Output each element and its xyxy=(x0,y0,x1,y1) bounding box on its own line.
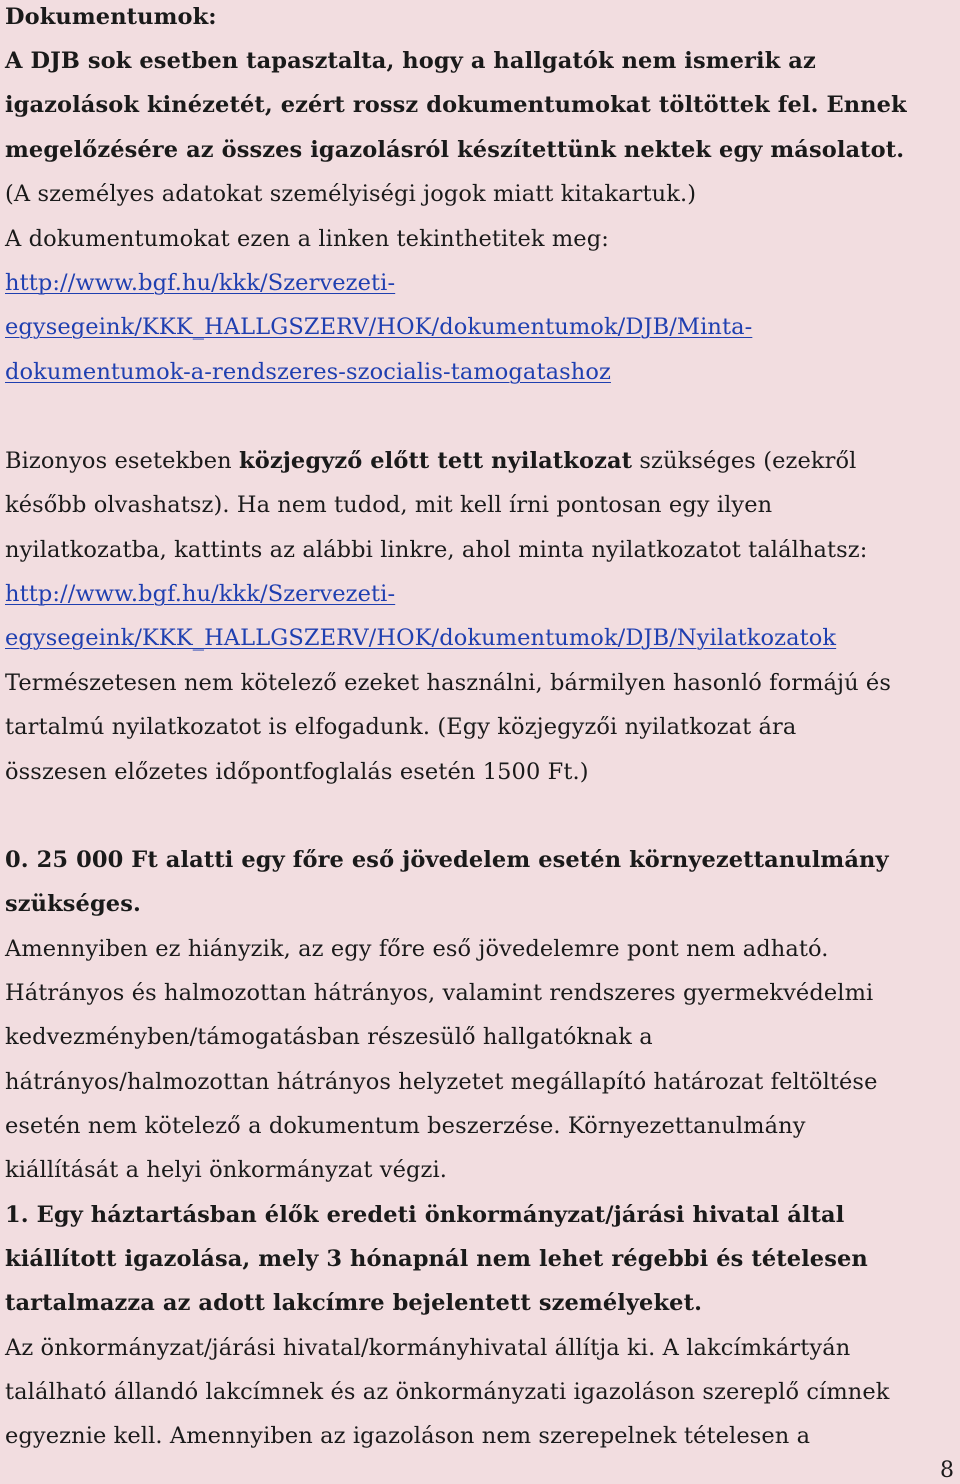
notary-text-bold: közjegyző előtt tett nyilatkozat xyxy=(239,448,633,474)
sample-documents-link[interactable]: dokumentumok-a-rendszeres-szocialis-tamogatashoz xyxy=(5,359,611,385)
section-0-title: 0. 25 000 Ft alatti egy főre eső jövedelem esetén környezettanulmány xyxy=(5,847,889,873)
intro-text-line: igazolások kinézetét, ezért rossz dokumentumokat töltöttek fel. Ennek xyxy=(5,92,907,118)
declarations-link[interactable]: egysegeink/KKK_HALLGSZERV/HOK/dokumentumok/DJB/Nyilatkozatok xyxy=(5,625,837,651)
section-0-title: szükséges. xyxy=(5,891,141,917)
section-0-body-line: hátrányos/halmozottan hátrányos helyzetet megállapító határozat feltöltése xyxy=(5,1069,878,1095)
declaration-info-line: Természetesen nem kötelező ezeket használni, bármilyen hasonló formájú és xyxy=(5,670,891,696)
section-1-body-line: egyeznie kell. Amennyiben az igazoláson nem szerepelnek tételesen a xyxy=(5,1423,811,1449)
section-0-body-line: kedvezményben/támogatásban részesülő hallgatóknak a xyxy=(5,1024,653,1050)
intro-link-lead: A dokumentumokat ezen a linken tekinthetitek meg: xyxy=(5,226,609,252)
section-0-body-line: esetén nem kötelező a dokumentum beszerzése. Környezettanulmány xyxy=(5,1113,806,1139)
section-1-title: tartalmazza az adott lakcímre bejelentett személyeket. xyxy=(5,1290,702,1316)
sample-documents-link[interactable]: http://www.bgf.hu/kkk/Szervezeti- xyxy=(5,270,396,296)
section-1-body-line: Az önkormányzat/járási hivatal/kormányhivatal állítja ki. A lakcímkártyán xyxy=(5,1335,851,1361)
intro-text-line: megelőzésére az összes igazolásról készítettünk nektek egy másolatot. xyxy=(5,137,905,163)
page-number: 8 xyxy=(940,1458,954,1483)
declarations-link[interactable]: http://www.bgf.hu/kkk/Szervezeti- xyxy=(5,581,396,607)
notary-text-post: szükséges (ezekről xyxy=(632,448,857,474)
section-heading: Dokumentumok: xyxy=(5,4,217,30)
section-1-title: 1. Egy háztartásban élők eredeti önkormányzat/járási hivatal által xyxy=(5,1202,845,1228)
section-1-title: kiállított igazolása, mely 3 hónapnál nem lehet régebbi és tételesen xyxy=(5,1246,868,1272)
notary-paragraph-line: nyilatkozatba, kattints az alábbi linkre, ahol minta nyilatkozatot találhatsz: xyxy=(5,537,868,563)
notary-paragraph-line: később olvashatsz). Ha nem tudod, mit kell írni pontosan egy ilyen xyxy=(5,492,773,518)
declaration-info-line: tartalmú nyilatkozatot is elfogadunk. (Egy közjegyzői nyilatkozat ára xyxy=(5,714,797,740)
notary-paragraph-line xyxy=(5,446,856,476)
declaration-info-line: összesen előzetes időpontfoglalás esetén 1500 Ft.) xyxy=(5,759,589,785)
section-0-body-line: kiállítását a helyi önkormányzat végzi. xyxy=(5,1157,447,1183)
intro-text-line: A DJB sok esetben tapasztalta, hogy a hallgatók nem ismerik az xyxy=(5,48,816,74)
notary-text-pre: Bizonyos esetekben xyxy=(5,448,240,474)
sample-documents-link[interactable]: egysegeink/KKK_HALLGSZERV/HOK/dokumentumok/DJB/Minta- xyxy=(5,314,753,340)
section-1-body-line: található állandó lakcímnek és az önkormányzati igazoláson szereplő címnek xyxy=(5,1379,890,1405)
intro-note: (A személyes adatokat személyiségi jogok miatt kitakartuk.) xyxy=(5,181,697,207)
section-0-body-line: Amennyiben ez hiányzik, az egy főre eső jövedelemre pont nem adható. xyxy=(5,936,829,962)
section-0-body-line: Hátrányos és halmozottan hátrányos, valamint rendszeres gyermekvédelmi xyxy=(5,980,874,1006)
